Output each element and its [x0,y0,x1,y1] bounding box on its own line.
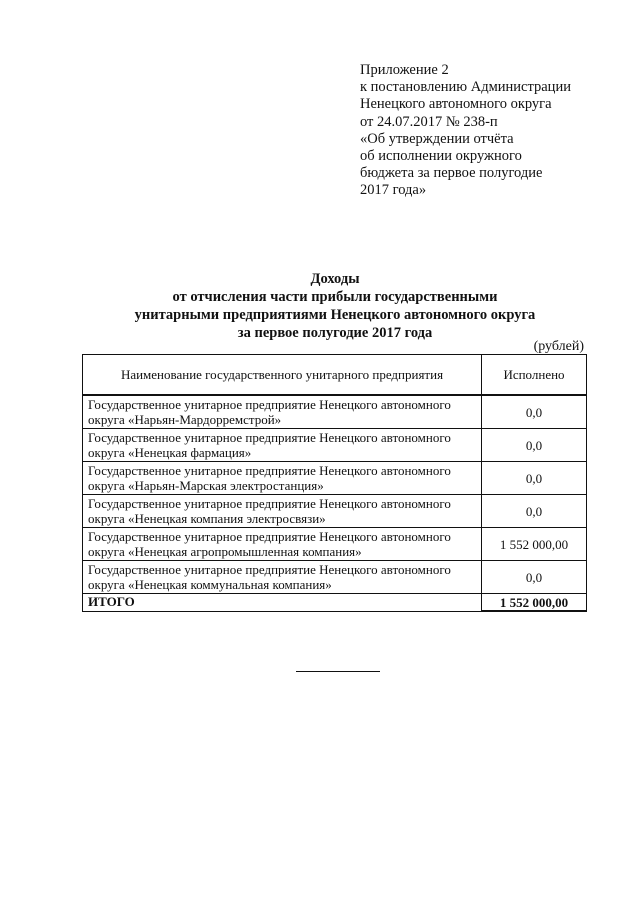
currency-unit: (рублей) [533,339,584,354]
enterprise-name [83,528,482,561]
table-row [83,561,587,594]
appendix-line: к постановлению Администрации [360,79,571,96]
table-row [83,462,587,495]
appendix-line: от 24.07.2017 № 238-п [360,113,498,130]
appendix-line: Приложение 2 [360,62,449,78]
enterprise-name-line: округа «Нарьян-Мардорремстрой» [88,412,282,427]
table-row [83,395,587,429]
enterprise-name-line: округа «Нарьян-Марская электростанция» [88,478,324,493]
enterprise-name-line: округа «Ненецкая фармация» [88,445,252,460]
appendix-line: 2017 года» [360,182,427,199]
enterprise-name-line: Государственное унитарное предприятие Ненецкого автономного [88,430,451,445]
appendix-line: об исполнении окружного [360,148,522,165]
income-table [82,354,587,612]
table-header-row [83,355,587,396]
appendix-line: бюджета за первое полугодие [360,165,543,182]
enterprise-name [83,429,482,462]
title-line: за первое полугодие 2017 года [237,325,433,341]
document-title [60,270,610,342]
table-row [83,495,587,528]
enterprise-name [83,462,482,495]
enterprise-name-line: Государственное унитарное предприятие Ненецкого автономного [88,496,451,511]
enterprise-name-line: округа «Ненецкая агропромышленная компания» [88,544,362,559]
title-line: Доходы [310,271,360,287]
total-row [83,594,587,612]
total-value: 1 552 000,00 [482,594,587,612]
executed-value: 0,0 [482,495,587,528]
executed-value: 1 552 000,00 [482,528,587,561]
appendix-line: «Об утверждении отчёта [360,130,514,147]
header-name: Наименование государственного унитарного предприятия [83,355,482,396]
enterprise-name-line: Государственное унитарное предприятие Ненецкого автономного [88,529,451,544]
enterprise-name-line: Государственное унитарное предприятие Ненецкого автономного [88,463,451,478]
title-line: унитарными предприятиями Ненецкого автономного округа [134,307,536,323]
enterprise-name-line: округа «Ненецкая компания электросвязи» [88,511,326,526]
enterprise-name-line: Государственное унитарное предприятие Ненецкого автономного [88,562,451,577]
enterprise-name [83,495,482,528]
executed-value: 0,0 [482,561,587,594]
enterprise-name [83,395,482,429]
executed-value: 0,0 [482,429,587,462]
enterprise-name [83,561,482,594]
total-label: ИТОГО [83,594,482,612]
title-line: от отчисления части прибыли государственными [172,289,498,305]
executed-value: 0,0 [482,395,587,429]
executed-value: 0,0 [482,462,587,495]
appendix-note [360,62,620,200]
enterprise-name-line: Государственное унитарное предприятие Ненецкого автономного [88,397,451,412]
enterprise-name-line: округа «Ненецкая коммунальная компания» [88,577,332,592]
header-value: Исполнено [482,355,587,396]
end-divider-line [296,671,380,672]
appendix-line: Ненецкого автономного округа [360,96,552,113]
table-row [83,528,587,561]
table-row [83,429,587,462]
